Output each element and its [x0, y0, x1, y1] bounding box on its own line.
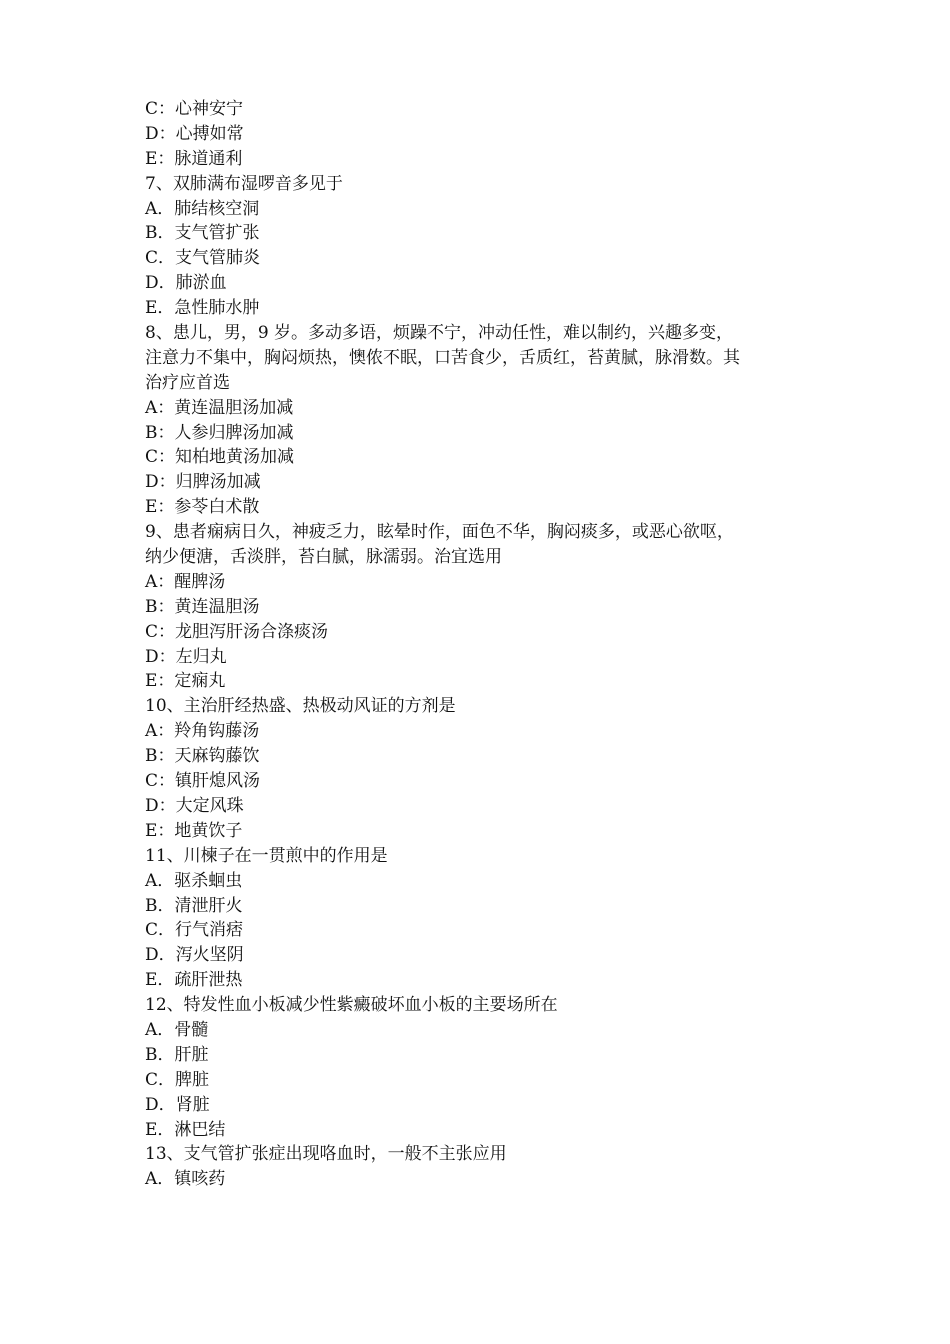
question-stem: 13、支气管扩张症出现咯血时，一般不主张应用	[145, 1144, 507, 1165]
option-line: B：人参归脾汤加减	[145, 422, 294, 443]
option-line: D．肺淤血	[145, 273, 227, 294]
option-line: A：醒脾汤	[145, 571, 226, 592]
option-line: A：羚角钩藤汤	[145, 721, 260, 742]
option-line: B：天麻钩藤饮	[145, 746, 260, 767]
question-10	[145, 694, 825, 843]
question-stem: 7、双肺满布湿啰音多见于	[145, 173, 343, 194]
question-stem: 12、特发性血小板减少性紫癜破坏血小板的主要场所在	[145, 995, 558, 1016]
question-13	[145, 1142, 825, 1192]
question-stem: 8、患儿，男，9 岁。多动多语，烦躁不宁，冲动任性，难以制约，兴趣多变，	[145, 323, 734, 344]
option-line: C：知柏地黄汤加减	[145, 447, 295, 468]
option-line: C：镇肝熄风汤	[145, 771, 261, 792]
option-line: B．支气管扩张	[145, 223, 260, 244]
question-stem: 9、患者痫病日久，神疲乏力，眩晕时作，面色不华，胸闷痰多，或恶心欲呕，	[145, 522, 734, 543]
option-line: E．急性肺水肿	[145, 298, 260, 319]
question-12	[145, 993, 825, 1142]
question-9	[145, 520, 825, 694]
option-line: E：脉道通利	[145, 148, 243, 169]
option-line: E：参苓白术散	[145, 497, 260, 518]
previous-question-options	[145, 97, 825, 172]
option-line: B：黄连温胆汤	[145, 596, 260, 617]
question-8	[145, 321, 825, 520]
option-line: A．肺结核空洞	[145, 198, 260, 219]
option-line: C．行气消痞	[145, 920, 244, 941]
option-line: D．泻火坚阴	[145, 945, 244, 966]
option-line: A．驱杀蛔虫	[145, 870, 243, 891]
option-line: D．肾脏	[145, 1094, 210, 1115]
question-stem: 10、主治肝经热盛、热极动风证的方剂是	[145, 696, 456, 717]
option-line: C．脾脏	[145, 1069, 210, 1090]
option-line: C：心神安宁	[145, 99, 244, 119]
option-line: B．清泄肝火	[145, 895, 243, 916]
option-line: D：左归丸	[145, 646, 227, 667]
option-line: E．淋巴结	[145, 1119, 226, 1140]
question-list	[145, 97, 825, 1192]
option-line: E：地黄饮子	[145, 820, 243, 841]
question-stem: 注意力不集中，胸闷烦热，懊侬不眠，口苦食少，舌质红，苔黄腻，脉滑数。其	[145, 347, 740, 368]
option-line: E：定痫丸	[145, 671, 226, 692]
option-line: A：黄连温胆汤加减	[145, 397, 294, 418]
option-line: D：大定风珠	[145, 795, 244, 816]
option-line: D：心搏如常	[145, 123, 244, 144]
option-line: A．镇咳药	[145, 1169, 226, 1190]
option-line: C．支气管肺炎	[145, 248, 261, 269]
question-7	[145, 172, 825, 321]
option-line: C：龙胆泻肝汤合涤痰汤	[145, 621, 329, 642]
question-stem: 11、川楝子在一贯煎中的作用是	[145, 845, 388, 866]
question-11	[145, 844, 825, 993]
option-line: E．疏肝泄热	[145, 970, 243, 991]
question-stem: 纳少便溏，舌淡胖，苔白腻，脉濡弱。治宜选用	[145, 547, 502, 568]
question-stem: 治疗应首选	[145, 372, 230, 393]
option-line: B．肝脏	[145, 1044, 209, 1065]
option-line: D：归脾汤加减	[145, 472, 261, 493]
option-line: A．骨髓	[145, 1019, 209, 1040]
